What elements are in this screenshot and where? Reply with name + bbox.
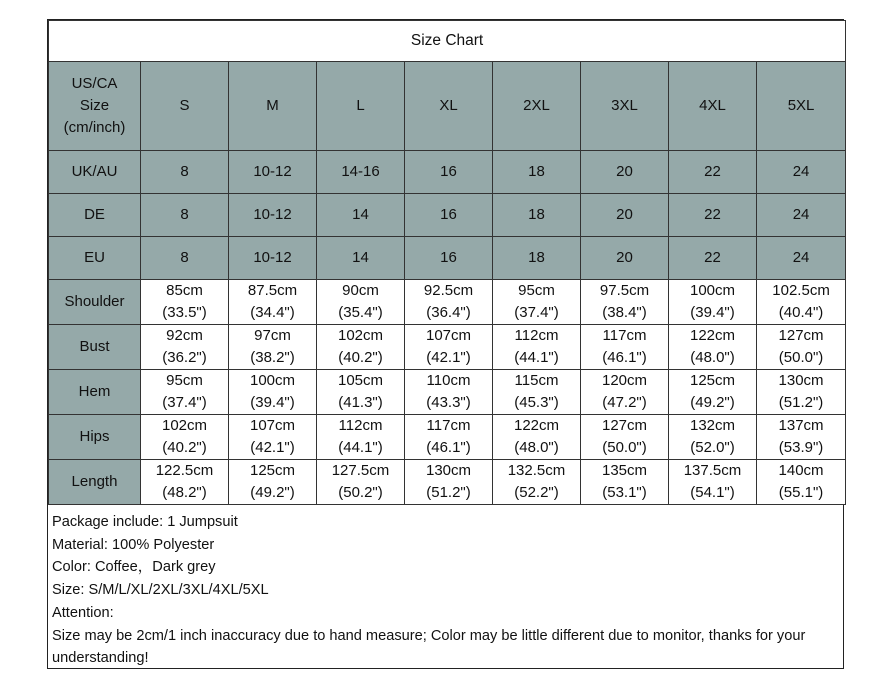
table-cell xyxy=(581,325,669,370)
inch-value: (36.4") xyxy=(426,304,471,321)
cm-value: 122cm xyxy=(513,417,560,434)
table-cell xyxy=(317,460,405,505)
table-cell: 24 xyxy=(757,237,846,280)
cm-value: 125cm xyxy=(249,462,296,479)
note-line: Material: 100% Polyester xyxy=(52,536,215,553)
table-cell xyxy=(493,460,581,505)
inch-value: (44.1") xyxy=(338,439,383,456)
table-cell xyxy=(141,370,229,415)
table-cell xyxy=(669,415,757,460)
cm-value: 130cm xyxy=(778,372,824,389)
table-cell: 18 xyxy=(493,237,581,280)
table-cell xyxy=(669,280,757,325)
table-cell xyxy=(493,415,581,460)
inch-value: (47.2") xyxy=(602,394,647,411)
us-ca-label: US/CA xyxy=(71,75,118,92)
table-cell xyxy=(405,325,493,370)
measurement-row xyxy=(49,415,846,460)
inch-value: (48.2") xyxy=(162,484,207,501)
cm-value: 122cm xyxy=(689,327,736,344)
cm-value: 97.5cm xyxy=(599,282,650,299)
table-cell xyxy=(493,280,581,325)
table-cell xyxy=(581,460,669,505)
size-header-2xl: 2XL xyxy=(493,62,581,151)
table-cell xyxy=(229,460,317,505)
cm-value: 127.5cm xyxy=(331,462,390,479)
size-chart xyxy=(47,19,844,669)
cm-value: 115cm xyxy=(514,372,559,389)
table-cell xyxy=(669,325,757,370)
table-cell xyxy=(581,370,669,415)
cm-value: 85cm xyxy=(166,282,203,299)
cm-value: 112cm xyxy=(514,327,559,344)
cm-value: 100cm xyxy=(249,372,296,389)
cm-value: 95cm xyxy=(518,282,555,299)
cm-value: 102.5cm xyxy=(772,282,830,299)
measurement-row xyxy=(49,370,846,415)
inch-value: (55.1") xyxy=(778,484,824,501)
cm-value: 100cm xyxy=(689,282,736,299)
table-cell: 16 xyxy=(405,237,493,280)
size-label: Size xyxy=(79,97,110,114)
measurement-row xyxy=(49,280,846,325)
table-cell xyxy=(581,415,669,460)
table-cell: 8 xyxy=(141,194,229,237)
size-header-row xyxy=(49,62,846,151)
table-cell xyxy=(757,460,846,505)
size-header-s: S xyxy=(141,62,229,151)
inch-value: (34.4") xyxy=(250,304,295,321)
inch-value: (33.5") xyxy=(162,304,207,321)
table-cell: 16 xyxy=(405,194,493,237)
table-cell: 14-16 xyxy=(317,151,405,194)
row-label: Bust xyxy=(49,325,141,370)
table-cell xyxy=(669,370,757,415)
cm-value: 132cm xyxy=(689,417,736,434)
inch-value: (37.4") xyxy=(162,394,207,411)
inch-value: (52.2") xyxy=(514,484,559,501)
note-line: Package include: 1 Jumpsuit xyxy=(52,514,238,530)
inch-value: (45.3") xyxy=(514,394,559,411)
inch-value: (50.0") xyxy=(778,349,824,366)
size-header-l: L xyxy=(317,62,405,151)
cm-value: 122.5cm xyxy=(155,462,214,479)
note-line: Size may be 2cm/1 inch inaccuracy due to hand measure; Color may be little different due to monitor, thanks for your understanding! xyxy=(52,627,806,667)
table-cell: 10-12 xyxy=(229,237,317,280)
inch-value: (35.4") xyxy=(338,304,383,321)
table-cell xyxy=(141,280,229,325)
inch-value: (38.2") xyxy=(250,349,295,366)
cm-value: 127cm xyxy=(601,417,648,434)
table-cell xyxy=(757,325,846,370)
inch-value: (50.0") xyxy=(602,439,647,456)
inch-value: (46.1") xyxy=(426,439,471,456)
inch-value: (48.0") xyxy=(690,349,735,366)
table-cell: 18 xyxy=(493,194,581,237)
size-header-5xl: 5XL xyxy=(757,62,846,151)
region-row xyxy=(49,194,846,237)
table-cell xyxy=(405,370,493,415)
cm-value: 92.5cm xyxy=(423,282,474,299)
table-cell: 10-12 xyxy=(229,194,317,237)
row-label: Hem xyxy=(49,370,141,415)
cm-value: 105cm xyxy=(337,372,384,389)
cm-value: 95cm xyxy=(166,372,203,389)
cm-value: 132.5cm xyxy=(507,462,566,479)
measurement-row xyxy=(49,325,846,370)
table-cell xyxy=(669,460,757,505)
inch-value: (49.2") xyxy=(250,484,295,501)
cm-value: 92cm xyxy=(166,327,203,344)
cm-value: 130cm xyxy=(425,462,472,479)
table-cell xyxy=(405,280,493,325)
table-cell xyxy=(757,415,846,460)
table-cell: 20 xyxy=(581,194,669,237)
measurement-row xyxy=(49,460,846,505)
cm-value: 112cm xyxy=(338,417,383,434)
table-cell xyxy=(229,280,317,325)
table-cell xyxy=(581,280,669,325)
cm-value: 107cm xyxy=(249,417,296,434)
size-table xyxy=(48,20,846,505)
table-cell xyxy=(141,325,229,370)
table-cell xyxy=(757,280,846,325)
table-cell xyxy=(317,325,405,370)
table-cell xyxy=(405,415,493,460)
unit-label: (cm/inch) xyxy=(63,119,126,136)
table-cell xyxy=(229,325,317,370)
inch-value: (44.1") xyxy=(514,349,559,366)
table-cell xyxy=(405,460,493,505)
region-row xyxy=(49,151,846,194)
inch-value: (48.0") xyxy=(514,439,559,456)
table-cell: 16 xyxy=(405,151,493,194)
table-cell: 14 xyxy=(317,194,405,237)
cm-value: 135cm xyxy=(601,462,648,479)
inch-value: (53.9") xyxy=(778,439,824,456)
table-cell xyxy=(141,415,229,460)
row-label: Shoulder xyxy=(49,280,141,325)
cm-value: 140cm xyxy=(778,462,824,479)
table-cell: 8 xyxy=(141,151,229,194)
inch-value: (51.2") xyxy=(778,394,824,411)
inch-value: (52.0") xyxy=(690,439,735,456)
inch-value: (41.3") xyxy=(338,394,383,411)
cm-value: 117cm xyxy=(602,327,647,344)
cm-value: 125cm xyxy=(689,372,736,389)
size-header-3xl: 3XL xyxy=(581,62,669,151)
chart-title: Size Chart xyxy=(49,21,846,62)
cm-value: 117cm xyxy=(426,417,471,434)
table-cell xyxy=(229,370,317,415)
inch-value: (54.1") xyxy=(690,484,735,501)
inch-value: (40.2") xyxy=(338,349,383,366)
table-cell xyxy=(229,415,317,460)
inch-value: (53.1") xyxy=(602,484,647,501)
table-cell xyxy=(141,460,229,505)
inch-value: (43.3") xyxy=(426,394,471,411)
cm-value: 120cm xyxy=(601,372,648,389)
table-cell: 14 xyxy=(317,237,405,280)
cm-value: 87.5cm xyxy=(247,282,298,299)
size-header-m: M xyxy=(229,62,317,151)
table-cell xyxy=(317,280,405,325)
note-line: Color: Coffee，Dark grey xyxy=(52,559,216,576)
cm-value: 97cm xyxy=(254,327,291,344)
table-cell: 24 xyxy=(757,194,846,237)
inch-value: (46.1") xyxy=(602,349,647,366)
cm-value: 137cm xyxy=(778,417,824,434)
table-cell xyxy=(757,370,846,415)
table-cell xyxy=(493,370,581,415)
table-cell xyxy=(317,415,405,460)
cm-value: 127cm xyxy=(778,327,824,344)
table-cell xyxy=(317,370,405,415)
cm-value: 102cm xyxy=(337,327,384,344)
row-label: Hips xyxy=(49,415,141,460)
inch-value: (49.2") xyxy=(690,394,735,411)
inch-value: (50.2") xyxy=(338,484,383,501)
inch-value: (42.1") xyxy=(250,439,295,456)
region-row xyxy=(49,237,846,280)
row-label: DE xyxy=(49,194,141,237)
table-cell: 22 xyxy=(669,151,757,194)
table-cell xyxy=(493,325,581,370)
note-line: Attention: xyxy=(52,604,114,621)
table-cell: 22 xyxy=(669,237,757,280)
table-cell: 10-12 xyxy=(229,151,317,194)
size-header-xl: XL xyxy=(405,62,493,151)
row-label: EU xyxy=(49,237,141,280)
product-notes xyxy=(48,505,843,670)
inch-value: (39.4") xyxy=(690,304,735,321)
inch-value: (40.4") xyxy=(778,304,824,321)
inch-value: (40.2") xyxy=(162,439,207,456)
cm-value: 110cm xyxy=(426,372,471,389)
inch-value: (37.4") xyxy=(514,304,559,321)
inch-value: (51.2") xyxy=(426,484,471,501)
table-cell: 20 xyxy=(581,151,669,194)
size-header-4xl: 4XL xyxy=(669,62,757,151)
inch-value: (36.2") xyxy=(162,349,207,366)
cm-value: 102cm xyxy=(161,417,208,434)
table-cell: 22 xyxy=(669,194,757,237)
row-label: Length xyxy=(49,460,141,505)
inch-value: (42.1") xyxy=(426,349,471,366)
table-cell: 18 xyxy=(493,151,581,194)
table-cell: 24 xyxy=(757,151,846,194)
cm-value: 90cm xyxy=(342,282,379,299)
cm-value: 137.5cm xyxy=(683,462,742,479)
cm-value: 107cm xyxy=(425,327,472,344)
note-line: Size: S/M/L/XL/2XL/3XL/4XL/5XL xyxy=(52,582,269,599)
size-corner-header xyxy=(49,62,141,151)
row-label: UK/AU xyxy=(49,151,141,194)
table-cell: 8 xyxy=(141,237,229,280)
table-cell: 20 xyxy=(581,237,669,280)
inch-value: (38.4") xyxy=(602,304,647,321)
inch-value: (39.4") xyxy=(250,394,295,411)
